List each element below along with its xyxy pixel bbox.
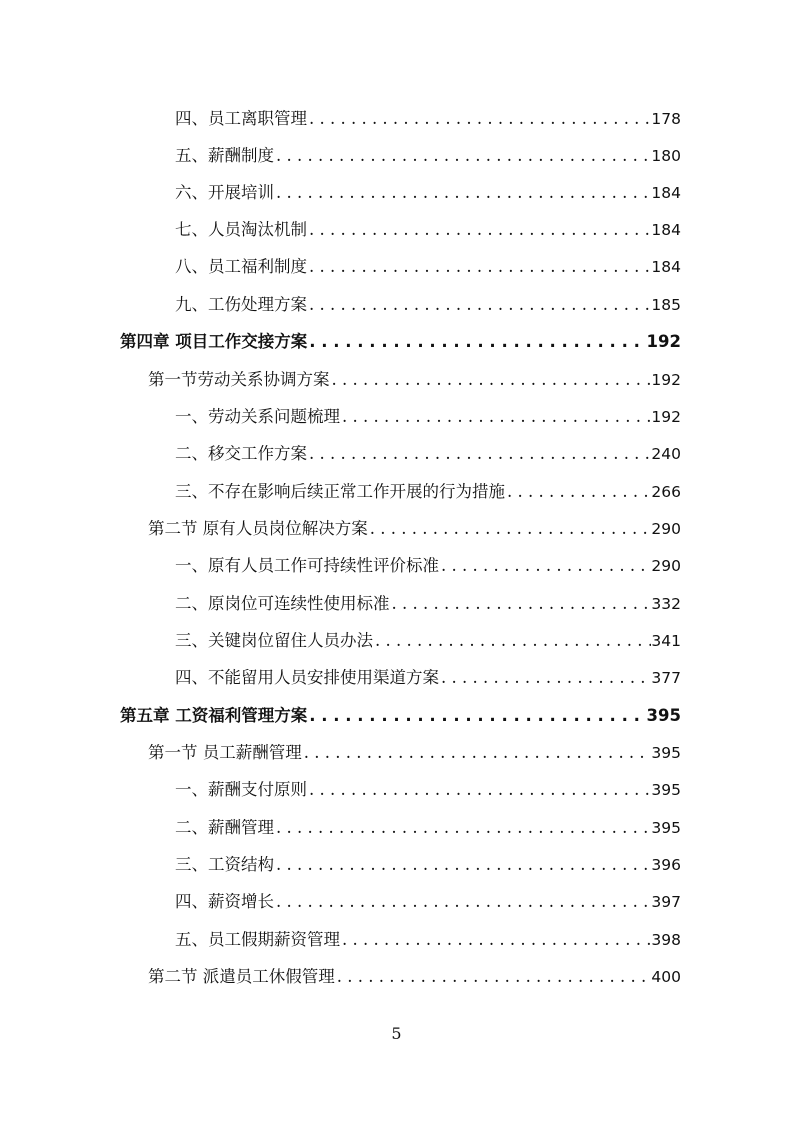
toc-entry[interactable]	[175, 591, 681, 617]
toc-entry[interactable]	[175, 106, 681, 132]
toc-leader-dots	[274, 180, 651, 206]
toc-entry-page: 178	[651, 110, 681, 128]
toc-entry-title: 四、不能留用人员安排使用渠道方案	[175, 668, 439, 687]
toc-entry[interactable]	[175, 217, 681, 243]
toc-entry-title: 五、薪酬制度	[175, 146, 274, 165]
toc-leader-dots	[390, 591, 652, 617]
toc-entry-title: 第四章 项目工作交接方案	[120, 332, 308, 351]
toc-entry-title: 第一节劳动关系协调方案	[148, 370, 330, 389]
toc-entry-page: 192	[646, 332, 681, 351]
toc-section[interactable]	[148, 367, 681, 393]
toc-leader-dots	[274, 143, 651, 169]
toc-entry-title: 第二节 原有人员岗位解决方案	[148, 519, 368, 538]
toc-entry-title: 三、不存在影响后续正常工作开展的行为措施	[175, 482, 505, 501]
toc-leader-dots	[274, 815, 651, 841]
toc-entry-title: 第五章 工资福利管理方案	[120, 706, 308, 725]
toc-entry-page: 377	[651, 669, 681, 687]
toc-leader-dots	[307, 329, 646, 355]
toc-entry-page: 332	[651, 595, 681, 613]
toc-entry-title: 一、原有人员工作可持续性评价标准	[175, 556, 439, 575]
toc-entry-page: 396	[651, 856, 681, 874]
toc-entry-title: 七、人员淘汰机制	[175, 220, 307, 239]
toc-entry-page: 398	[651, 931, 681, 949]
toc-chapter[interactable]	[120, 329, 681, 355]
toc-entry-title: 三、关键岗位留住人员办法	[175, 631, 373, 650]
toc-leader-dots	[439, 553, 651, 579]
toc-leader-dots	[307, 441, 651, 467]
toc-entry-page: 400	[651, 968, 681, 986]
toc-entry[interactable]	[175, 553, 681, 579]
toc-section[interactable]	[148, 516, 681, 542]
toc-leader-dots	[307, 217, 651, 243]
toc-chapter[interactable]	[120, 703, 681, 729]
toc-entry-page: 184	[651, 184, 681, 202]
toc-entry-title: 第一节 员工薪酬管理	[148, 743, 302, 762]
toc-entry[interactable]	[175, 479, 681, 505]
toc-entry-page: 395	[651, 819, 681, 837]
toc-entry-page: 240	[651, 445, 681, 463]
toc-entry-page: 180	[651, 147, 681, 165]
toc-entry-page: 192	[651, 371, 681, 389]
toc-entry-title: 二、原岗位可连续性使用标准	[175, 594, 390, 613]
toc-entry-title: 二、薪酬管理	[175, 818, 274, 837]
toc-entry-page: 341	[651, 632, 681, 650]
toc-entry[interactable]	[175, 441, 681, 467]
toc-entry-title: 五、员工假期薪资管理	[175, 930, 340, 949]
toc-entry[interactable]	[175, 852, 681, 878]
toc-entry[interactable]	[175, 628, 681, 654]
toc-leader-dots	[368, 516, 652, 542]
toc-entry-title: 八、员工福利制度	[175, 257, 307, 276]
toc-entry-page: 290	[651, 557, 681, 575]
toc-entry[interactable]	[175, 777, 681, 803]
toc-leader-dots	[340, 404, 651, 430]
toc-entry[interactable]	[175, 815, 681, 841]
toc-entry-title: 一、薪酬支付原则	[175, 780, 307, 799]
toc-leader-dots	[307, 703, 646, 729]
toc-leader-dots	[373, 628, 651, 654]
toc-entry-page: 395	[651, 744, 681, 762]
toc-entry-page: 185	[651, 296, 681, 314]
toc-leader-dots	[505, 479, 651, 505]
toc-entry-page: 266	[651, 483, 681, 501]
toc-leader-dots	[302, 740, 652, 766]
toc-entry[interactable]	[175, 254, 681, 280]
toc-leader-dots	[439, 665, 651, 691]
toc-leader-dots	[274, 852, 651, 878]
toc-entry-title: 一、劳动关系问题梳理	[175, 407, 340, 426]
toc-leader-dots	[307, 254, 651, 280]
toc-entry-title: 四、薪资增长	[175, 892, 274, 911]
toc-entry[interactable]	[175, 665, 681, 691]
toc-entry-page: 290	[651, 520, 681, 538]
toc-entry-title: 九、工伤处理方案	[175, 295, 307, 314]
toc-entry[interactable]	[175, 404, 681, 430]
toc-entry-title: 三、工资结构	[175, 855, 274, 874]
toc-leader-dots	[307, 777, 651, 803]
toc-entry-page: 395	[651, 781, 681, 799]
toc-entry-title: 二、移交工作方案	[175, 444, 307, 463]
toc-entry[interactable]	[175, 292, 681, 318]
toc-entry-page: 192	[651, 408, 681, 426]
page-number: 5	[391, 1024, 402, 1043]
toc-entry-title: 六、开展培训	[175, 183, 274, 202]
toc-entry-page: 184	[651, 221, 681, 239]
toc-entry-page: 397	[651, 893, 681, 911]
toc-entry[interactable]	[175, 927, 681, 953]
toc-leader-dots	[307, 106, 651, 132]
toc-entry-title: 四、员工离职管理	[175, 109, 307, 128]
toc-section[interactable]	[148, 740, 681, 766]
toc-entry-page: 395	[646, 706, 681, 725]
toc-leader-dots	[340, 927, 651, 953]
toc-entry-title: 第二节 派遣员工休假管理	[148, 967, 335, 986]
toc-entry-page: 184	[651, 258, 681, 276]
toc-leader-dots	[274, 889, 651, 915]
toc-section[interactable]	[148, 964, 681, 990]
toc-leader-dots	[335, 964, 652, 990]
toc-leader-dots	[307, 292, 651, 318]
toc-entry[interactable]	[175, 143, 681, 169]
toc-entry[interactable]	[175, 180, 681, 206]
toc-leader-dots	[330, 367, 652, 393]
toc-entry[interactable]	[175, 889, 681, 915]
